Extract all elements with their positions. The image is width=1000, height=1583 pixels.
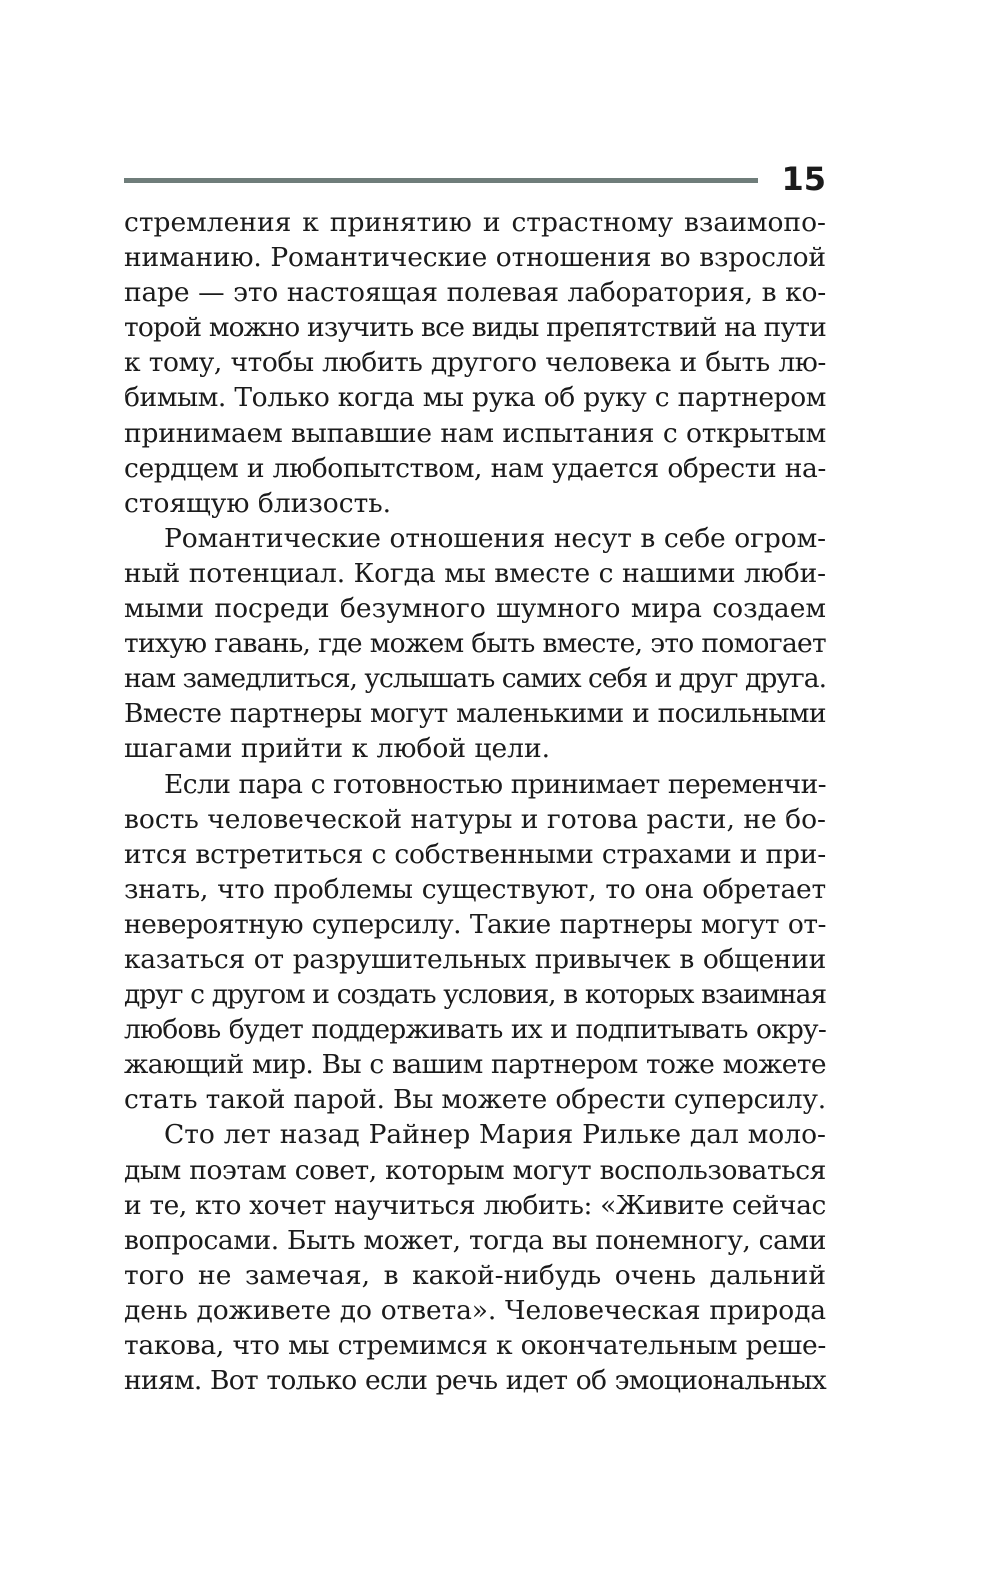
text-line: стремления к принятию и страстному взаимопо- — [124, 207, 826, 238]
text-line: стать такой парой. Вы можете обрести суперсилу. — [124, 1084, 826, 1116]
paragraph-3 — [124, 767, 826, 1118]
text-line: шагами прийти к любой цели. — [124, 733, 551, 765]
paragraph-2 — [124, 521, 826, 767]
text-line: Сто лет назад Райнер Мария Рильке дал моло- — [164, 1119, 826, 1151]
text-line: день доживете до ответа». Человеческая природа — [124, 1294, 826, 1326]
text-line: нам замедлиться, услышать самих себя и друг друга. — [124, 663, 826, 695]
text-line: Романтические отношения несут в себе огром- — [164, 522, 826, 554]
text-line: сердцем и любопытством, нам удается обрести на- — [124, 452, 826, 484]
text-line: любовь будет поддерживать их и подпитывать окру- — [124, 1014, 826, 1046]
text-line: такова, что мы стремимся к окончательным реше- — [124, 1330, 826, 1361]
text-line: ный потенциал. Когда мы вместе с нашими люби- — [124, 557, 826, 589]
text-line: Вместе партнеры могут маленькими и посильными — [124, 698, 826, 730]
text-line: вость человеческой натуры и готова расти, не бо- — [124, 803, 826, 835]
text-line: дым поэтам совет, которым могут воспользоваться — [124, 1154, 826, 1186]
text-line: тихую гавань, где можем быть вместе, это помогает — [124, 628, 826, 660]
text-line: ится встретиться с собственными страхами и при- — [124, 838, 826, 870]
text-line: знать, что проблемы существуют, то она обретает — [124, 873, 826, 905]
text-line: принимаем выпавшие нам испытания с открытым — [124, 417, 826, 449]
header-rule — [124, 178, 758, 183]
text-line: мыми посреди безумного шумного мира создаем — [124, 593, 826, 625]
text-body — [124, 205, 826, 1398]
text-line: вопросами. Быть может, тогда вы понемногу, сами — [124, 1224, 826, 1256]
text-line: друг с другом и создать условия, в которых взаимная — [124, 979, 826, 1011]
text-line: паре — это настоящая полевая лаборатория, в ко- — [124, 277, 826, 309]
text-line: ниям. Вот только если речь идет об эмоциональных — [124, 1365, 826, 1397]
text-line: жающий мир. Вы с вашим партнером тоже можете — [124, 1049, 826, 1081]
paragraph-4 — [124, 1117, 826, 1398]
text-line: к тому, чтобы любить другого человека и быть лю- — [124, 347, 826, 379]
text-line: казаться от разрушительных привычек в общении — [124, 943, 826, 975]
text-line: бимым. Только когда мы рука об руку с партнером — [124, 382, 826, 414]
page-number: 15 — [781, 160, 826, 198]
text-line: того не замечая, в какой-нибудь очень дальний — [124, 1259, 826, 1291]
text-line: Если пара с готовностью принимает переменчи- — [164, 768, 826, 800]
text-line: стоящую близость. — [124, 487, 392, 519]
text-line: торой можно изучить все виды препятствий на пути — [124, 312, 826, 344]
running-header — [124, 155, 826, 207]
text-line: ниманию. Романтические отношения во взрослой — [124, 242, 826, 274]
text-line: невероятную суперсилу. Такие партнеры могут от- — [124, 908, 826, 940]
paragraph-1 — [124, 205, 826, 521]
text-line: и те, кто хочет научиться любить: «Живите сейчас — [124, 1189, 826, 1221]
